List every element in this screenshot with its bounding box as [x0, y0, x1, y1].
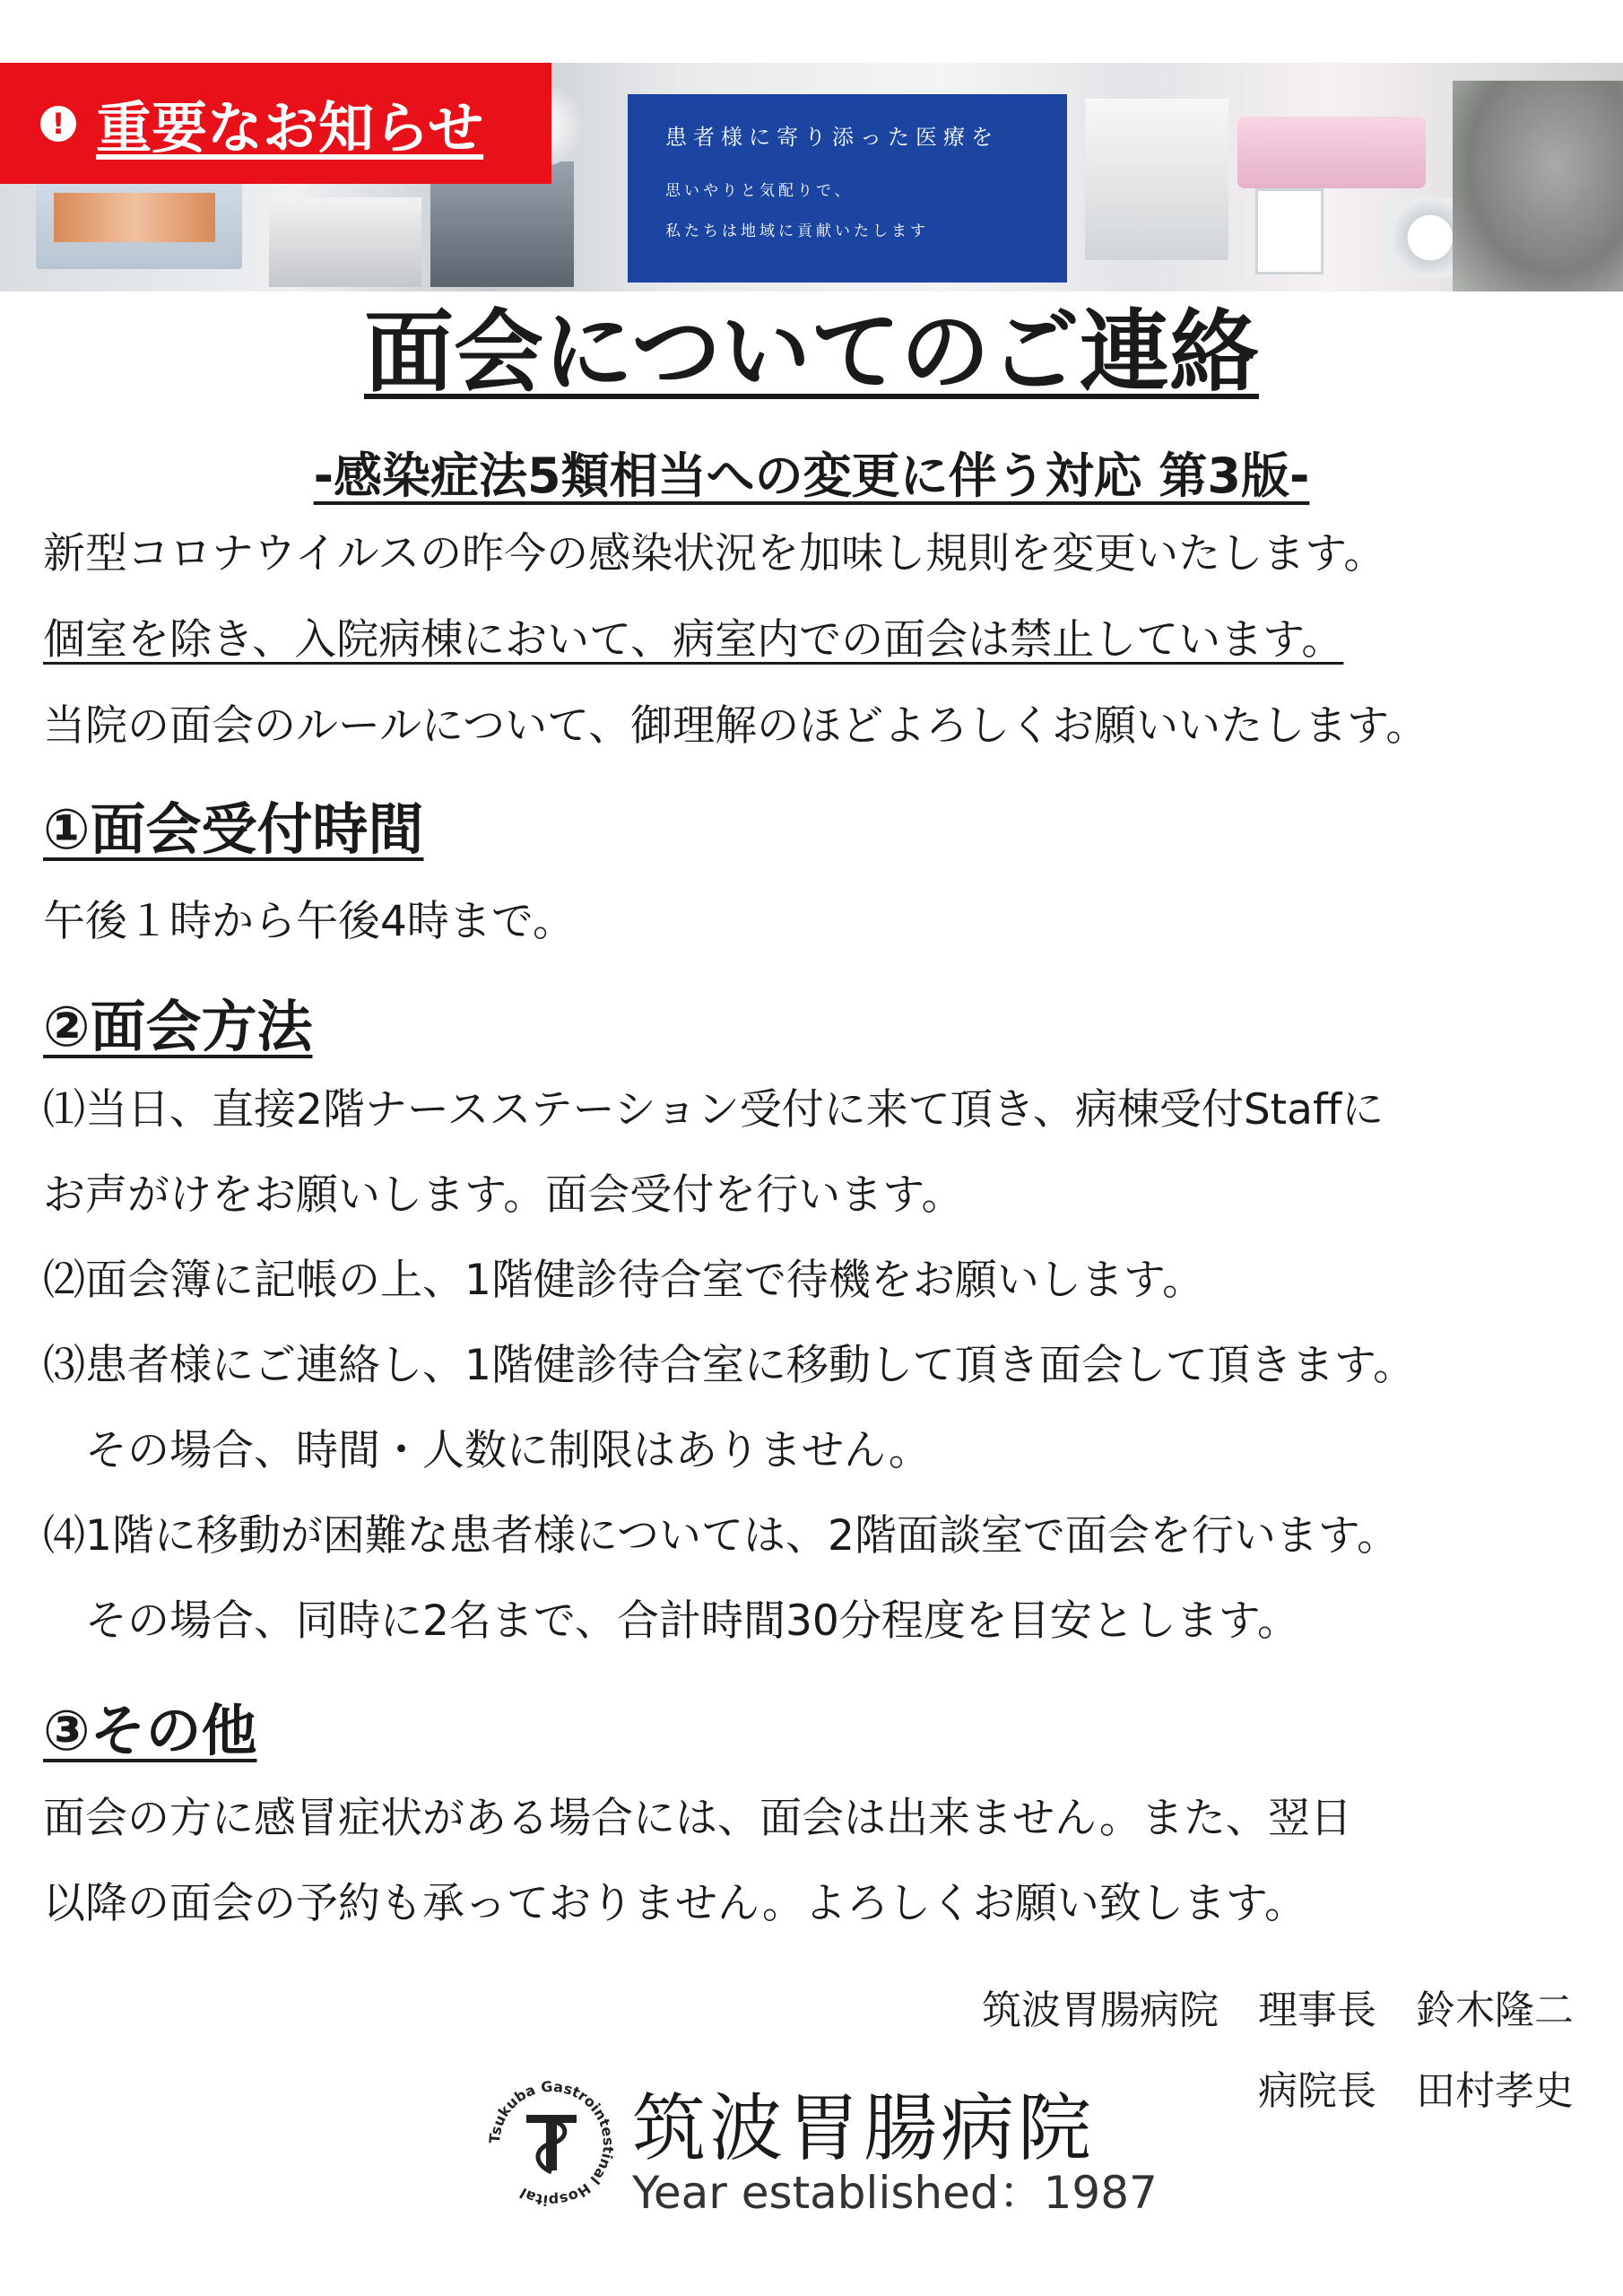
- banner-photo-trolley: [1255, 188, 1324, 274]
- motto-line-3: 私たちは地域に貢献いたします: [665, 222, 929, 240]
- method-line: ⑴当日、直接2階ナースステーション受付に来て頂き、病棟受付Staffに: [43, 1085, 1384, 1135]
- banner-photo-owl-statue: [1453, 81, 1623, 291]
- intro-line-1: 新型コロナウイルスの昨今の感染状況を加味し規則を変更いたします。: [43, 529, 1386, 578]
- section-heading-visiting-hours: ①面会受付時間: [43, 796, 424, 862]
- hospital-established-year: Year established：1987: [632, 2167, 1158, 2219]
- other-line: 面会の方に感冒症状がある場合には、面会は出来ません。また、翌日: [43, 1794, 1352, 1843]
- method-line: その場合、時間・人数に制限はありません。: [43, 1426, 931, 1475]
- page-subtitle: [0, 438, 1623, 507]
- visiting-hours-text: 午後１時から午後4時まで。: [43, 897, 575, 946]
- hospital-logo-emblem: [480, 2072, 623, 2215]
- hospital-logo-name: 筑波胃腸病院: [632, 2086, 1096, 2171]
- intro-line-2: 個室を除き、入院病棟において、病室内での面会は禁止しています。: [43, 615, 1344, 665]
- banner-motto-panel: [628, 94, 1067, 283]
- banner-photo-cart: [1085, 99, 1228, 260]
- signature-chairman: 筑波胃腸病院 理事長 鈴木隆二: [982, 1987, 1574, 2033]
- page-title-text: 面会についてのご連絡: [364, 300, 1259, 404]
- page-title: [0, 300, 1623, 404]
- other-line: 以降の面会の予約も承っておりません。よろしくお願い致します。: [43, 1879, 1307, 1928]
- important-notice-badge: [0, 63, 551, 184]
- method-line: その場合、同時に2名まで、合計時間30分程度を目安とします。: [43, 1596, 1300, 1646]
- method-line: ⑵面会簿に記帳の上、1階健診待合室で待機をお願いします。: [43, 1256, 1205, 1305]
- banner-photo-hospital-bed: [269, 197, 421, 287]
- page-subtitle-text: -感染症法5類相当への変更に伴う対応 第3版-: [313, 448, 1310, 504]
- intro-line-3: 当院の面会のルールについて、御理解のほどよろしくお願いいたします。: [43, 701, 1428, 751]
- signature-director: 病院長 田村孝史: [1258, 2068, 1574, 2114]
- banner-photo-bed: [54, 193, 215, 242]
- section-heading-visiting-method: ②面会方法: [43, 994, 313, 1059]
- method-line: ⑶患者様にご連絡し、1階健診待合室に移動して頂き面会して頂きます。: [43, 1341, 1416, 1390]
- motto-line-2: 思いやりと気配りで、: [665, 182, 854, 200]
- exclamation-icon: !: [40, 106, 76, 142]
- section-heading-other: ③その他: [43, 1698, 257, 1763]
- method-line: ⑷1階に移動が困難な患者様については、2階面談室で面会を行います。: [43, 1511, 1400, 1561]
- important-notice-label: 重要なお知らせ: [96, 95, 484, 161]
- logo-emblem-text: Tsukuba Gastrointestinal Hospital: [485, 2077, 618, 2210]
- motto-line-1: 患者様に寄り添った医療を: [665, 125, 999, 150]
- banner-photo-treatment-chair: [1237, 117, 1426, 188]
- method-line: お声がけをお願いします。面会受付を行います。: [43, 1170, 964, 1220]
